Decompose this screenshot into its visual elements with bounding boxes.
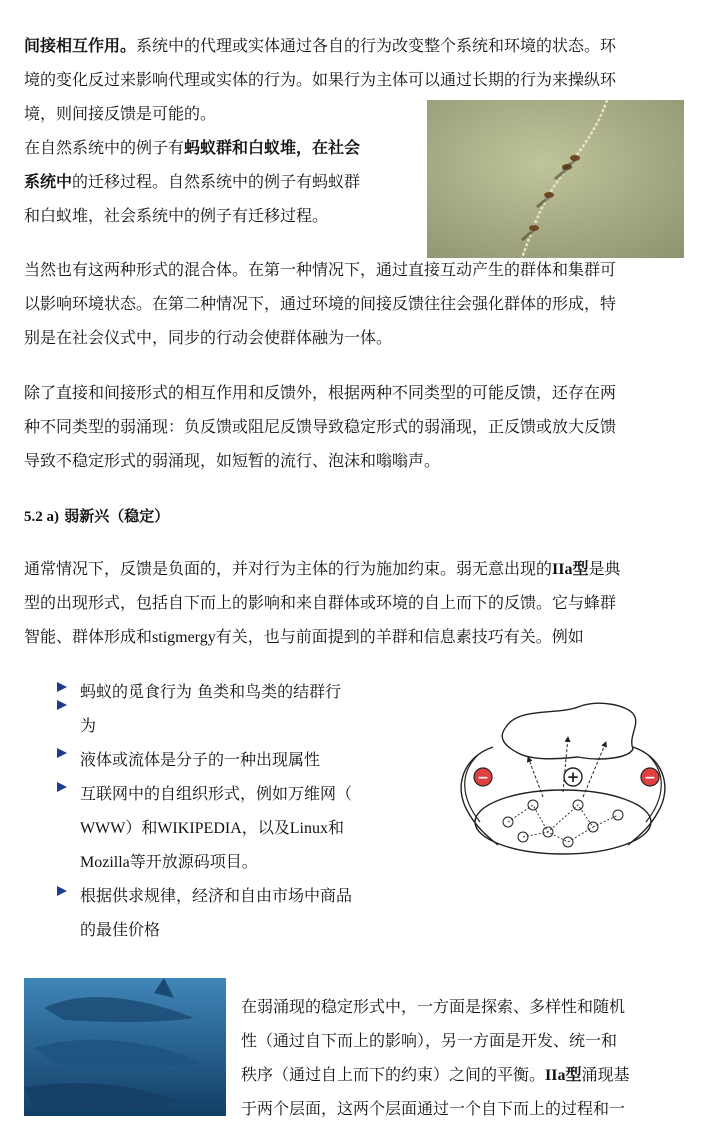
intro-line-2: 境的变化反过来影响代理或实体的行为。如果行为主体可以通过长期的行为来操纵环 [24, 70, 617, 89]
minus-left-label: − [477, 770, 489, 786]
bullet-2: 液体或流体是分子的一种出现属性 [80, 750, 321, 769]
emergence-diagram-svg [448, 697, 678, 865]
para4-line-1-text: 通常情况下，反馈是负面的，并对行为主体的行为施加约束。弱无意出现的 [24, 559, 553, 578]
bullet-icon [57, 682, 67, 692]
section-title: 弱新兴（稳定） [64, 507, 170, 525]
intro-line-3: 境，则间接反馈是可能的。 [24, 104, 217, 123]
para2-line-2: 以影响环境状态。在第二种情况下，通过环境的间接反馈往往会强化群体的形成，特 [24, 294, 617, 313]
bullet-3-line-1: 互联网中的自组织形式，例如万维网（ [80, 784, 353, 803]
bullet-3-text-d: 等开放源码项目。 [129, 852, 258, 871]
intro-line-4 [24, 131, 360, 165]
para2-line-1: 当然也有这两种形式的混合体。在第一种情况下，通过直接互动产生的群体和集群可 [24, 260, 617, 279]
bullet-4-line-2: 的最佳价格 [80, 920, 161, 939]
stigmergy-word: stigmergy [152, 629, 216, 646]
para3-line-1: 除了直接和间接形式的相互作用和反馈外，根据两种不同类型的可能反馈，还存在两 [24, 383, 617, 402]
section-heading [24, 499, 169, 534]
wikipedia-word: WIKIPEDIA [157, 820, 242, 837]
bullet-3-text-c: 和 [327, 818, 344, 837]
section-number: 5.2 a) [24, 509, 59, 525]
www-word: WWW [80, 820, 126, 837]
ant-photo [427, 100, 684, 258]
linux-word: Linux [289, 820, 328, 837]
para5-line-3-end: 涌现基 [581, 1065, 630, 1084]
intro-lead-bold: 间接相互作用。 [24, 36, 137, 55]
intro-line-4-bold: 蚂蚁群和白蚁堆，在社会 [184, 138, 361, 157]
intro-line-4-text: 在自然系统中的例子有 [24, 138, 185, 157]
para4-line-1 [24, 552, 621, 587]
dolphin-photo-image [24, 978, 226, 1116]
bullet-4-line-1: 根据供求规律，经济和自由市场中商品 [80, 886, 353, 905]
para5-line-4: 于两个层面，这两个层面通过一个自下而上的过程和一 [241, 1099, 626, 1118]
bullet-3-line-3 [80, 845, 258, 880]
bullet-icon [57, 886, 67, 896]
bullet-3-text-b: ，以及 [241, 818, 290, 837]
para4-line-3-text: 智能、群体形成和 [24, 627, 153, 646]
type-iia-label: IIa型 [552, 561, 589, 578]
bullet-1-line-1: 蚂蚁的觅食行为 鱼类和鸟类的结群行 [80, 682, 342, 701]
bullet-icon [57, 700, 67, 710]
ant-photo-image [427, 100, 684, 258]
bullet-1-line-2: 为 [80, 716, 97, 735]
intro-line-6: 和白蚁堆，社会系统中的例子有迁移过程。 [24, 206, 329, 225]
type-iia-label-2: IIa型 [545, 1067, 582, 1084]
para4-line-1-end: 是典 [588, 559, 621, 578]
plus-center-label: + [566, 768, 580, 786]
intro-line-5 [24, 165, 360, 199]
para4-line-3-end: 有关，也与前面提到的羊群和信息素技巧有关。例如 [215, 627, 584, 646]
para5-line-2: 性（通过自下而上的影响），另一方面是开发、统一和 [241, 1031, 618, 1050]
para5-line-1: 在弱涌现的稳定形式中，一方面是探索、多样性和随机 [241, 997, 626, 1016]
intro-line-5-text: 的迁移过程。自然系统中的例子有蚂蚁群 [72, 172, 361, 191]
bullet-icon [57, 748, 67, 758]
intro-line-5-bold: 系统中 [24, 172, 73, 191]
para2-line-3: 别是在社会仪式中，同步的行动会使群体融为一体。 [24, 328, 393, 347]
intro-line-1 [24, 29, 616, 63]
mozilla-word: Mozilla [80, 854, 130, 871]
dolphin-photo [24, 978, 226, 1116]
bullet-icon [57, 782, 67, 792]
para5-line-3 [241, 1058, 630, 1093]
para4-line-3 [24, 620, 584, 655]
bullet-3-line-2 [80, 811, 344, 846]
bullet-3-text-a: ）和 [125, 818, 158, 837]
para4-line-2: 型的出现形式，包括自下而上的影响和来自群体或环境的自上而下的反馈。它与蜂群 [24, 593, 617, 612]
para3-line-2: 种不同类型的弱涌现：负反馈或阻尼反馈导致稳定形式的弱涌现，正反馈或放大反馈 [24, 417, 617, 436]
para5-line-3-text: 秩序（通过自上而下的约束）之间的平衡。 [241, 1065, 546, 1084]
emergence-diagram [448, 697, 678, 865]
para3-line-3: 导致不稳定形式的弱涌现，如短暂的流行、泡沫和嗡嗡声。 [24, 451, 441, 470]
minus-right-label: − [644, 770, 656, 786]
intro-line-1-text: 系统中的代理或实体通过各自的行为改变整个系统和环境的状态。环 [136, 36, 617, 55]
